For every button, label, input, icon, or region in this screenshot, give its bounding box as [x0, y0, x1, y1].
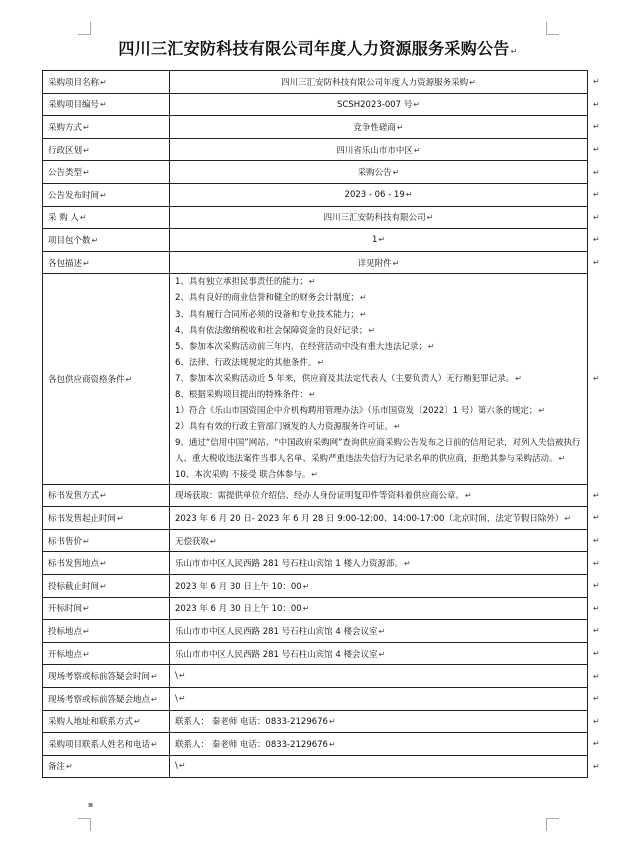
field-value — [170, 93, 588, 116]
field-value-text: 无偿获取 — [175, 536, 210, 547]
paragraph-mark: ↵ — [396, 122, 404, 132]
field-label-text: 备注 — [48, 762, 66, 773]
field-label-text: 现场考察或标前答疑会地点 — [48, 694, 151, 705]
field-label — [43, 116, 170, 139]
requirement-text: 7、参加本次采购活动近 5 年来，供应商及其法定代表人（主要负责人）无行贿犯罪记录。 — [175, 373, 515, 384]
paragraph-mark: ↵ — [328, 717, 336, 727]
field-value-text: 四川省乐山市市中区 — [336, 145, 413, 156]
field-label-text: 开标时间 — [48, 604, 83, 615]
row-end-mark: ↵ — [593, 374, 600, 384]
paragraph-mark: ↵ — [515, 373, 522, 383]
table-row — [43, 71, 607, 94]
field-value — [170, 574, 588, 597]
field-value — [170, 620, 588, 643]
field-label-text: 标书售价 — [48, 536, 83, 547]
field-label-text: 采 购 人 — [48, 213, 79, 224]
paragraph-mark: ↵ — [100, 581, 107, 591]
page-corner-mark — [78, 22, 91, 35]
field-value — [170, 529, 588, 552]
paragraph-mark: ↵ — [413, 100, 420, 110]
paragraph-mark: ↵ — [393, 422, 401, 432]
field-value — [170, 642, 588, 665]
field-label-text: 现场考察或标前答疑会时间 — [48, 672, 151, 683]
table-row — [43, 161, 607, 184]
field-label — [43, 710, 170, 733]
field-label — [43, 183, 170, 206]
paragraph-mark: ↵ — [564, 513, 572, 523]
row-end-mark: ↵ — [593, 513, 600, 523]
field-value — [170, 138, 588, 161]
field-label — [43, 755, 170, 778]
paragraph-mark: ↵ — [100, 77, 107, 87]
field-label — [43, 642, 170, 665]
field-label-text: 采购项目名称 — [48, 77, 100, 88]
paragraph-mark: ↵ — [83, 536, 90, 546]
field-label — [43, 574, 170, 597]
field-value — [170, 710, 588, 733]
row-end-mark: ↵ — [593, 671, 600, 681]
table-row — [43, 665, 607, 688]
field-value — [170, 552, 588, 575]
field-value-text: 详见附件 — [357, 258, 392, 269]
field-label — [43, 507, 170, 530]
field-label-text: 标书发售起止时间 — [48, 513, 117, 524]
field-label-text: 投标截止时间 — [48, 581, 100, 592]
paragraph-mark: ↵ — [83, 626, 90, 636]
title-text: 四川三汇安防科技有限公司年度人力资源服务采购公告 — [118, 39, 510, 58]
requirement-item — [175, 355, 582, 371]
paragraph-mark: ↵ — [83, 604, 90, 614]
row-end-mark: ↵ — [593, 536, 600, 546]
table-row — [43, 484, 607, 507]
field-value — [170, 229, 588, 252]
row-end-mark: ↵ — [593, 603, 600, 613]
field-label — [43, 138, 170, 161]
field-value-text: 联系人： 秦老师 电话：0833-2129676 — [175, 717, 328, 728]
field-label-text: 采购方式 — [48, 122, 83, 133]
table-row — [43, 229, 607, 252]
requirement-text: 4、具有依法缴纳税收和社会保障资金的良好记录； — [175, 325, 368, 336]
field-label — [43, 529, 170, 552]
field-label — [43, 552, 170, 575]
requirement-item — [175, 339, 582, 355]
paragraph-mark: ↵ — [100, 559, 107, 569]
field-value — [170, 71, 588, 94]
paragraph-mark: ↵ — [426, 213, 434, 223]
requirements-row — [43, 274, 607, 484]
field-value-text: 2023 年 6 月 30 日上午 10：00 — [175, 604, 302, 615]
paragraph-mark: ↵ — [538, 406, 546, 416]
requirement-text: 5、参加本次采购活动前三年内，在经营活动中没有重大违法记录； — [175, 341, 427, 352]
row-end-mark: ↵ — [593, 649, 600, 659]
field-value — [170, 251, 588, 274]
paragraph-mark: ↵ — [151, 672, 158, 682]
paragraph-mark: ↵ — [311, 470, 318, 480]
field-label-text: 采购项目编号 — [48, 100, 100, 111]
field-value — [170, 755, 588, 778]
paragraph-mark: ↵ — [117, 513, 124, 523]
paragraph-mark: ↵ — [100, 491, 107, 501]
requirement-text: 2、具有良好的商业信誉和健全的财务会计制度； — [175, 293, 359, 304]
paragraph-mark: ↵ — [308, 277, 316, 287]
table-row — [43, 755, 607, 778]
paragraph-mark: ↵ — [378, 234, 386, 244]
paragraph-mark: ↵ — [125, 374, 133, 384]
requirement-item — [175, 274, 582, 290]
requirement-text: 3、具有履行合同所必须的设备和专业技术能力； — [175, 309, 359, 320]
paragraph-mark: ↵ — [469, 77, 476, 87]
field-label-text: 公告类型 — [48, 168, 83, 179]
table-row — [43, 93, 607, 116]
row-end-mark: ↵ — [593, 694, 600, 704]
requirement-item — [175, 387, 582, 403]
paragraph-mark: ▪ — [88, 800, 94, 809]
requirement-item — [175, 435, 582, 467]
field-value — [170, 206, 588, 229]
paragraph-mark: ↵ — [151, 694, 158, 704]
field-label-text: 公告发布时间 — [48, 190, 100, 201]
field-value-text: 2023 年 6 月 20 日- 2023 年 6 月 28 日 9:00-12:00、14:00-17:00（北京时间，法定节假日除外） — [175, 513, 564, 524]
field-label — [43, 733, 170, 756]
paragraph-mark: ↵ — [83, 145, 90, 155]
table-row — [43, 529, 607, 552]
requirement-text: 2）具有有效的行政主管部门颁发的人力资源服务许可证。 — [175, 422, 393, 433]
field-value — [170, 484, 588, 507]
field-label — [43, 206, 170, 229]
table-row — [43, 507, 607, 530]
field-value — [170, 161, 588, 184]
row-end-mark: ↵ — [593, 558, 600, 568]
paragraph-mark: ↵ — [178, 761, 186, 771]
requirement-text: 6、法律、行政法规规定的其他条件。 — [175, 357, 317, 368]
field-value-text: 竞争性磋商 — [353, 122, 396, 133]
field-label — [43, 687, 170, 710]
field-label-text: 各包供应商资格条件 — [48, 374, 125, 385]
paragraph-mark: ↵ — [83, 122, 90, 132]
table-row — [43, 642, 607, 665]
paragraph-mark: ↵ — [359, 293, 367, 303]
paragraph-mark: ↵ — [100, 190, 107, 200]
row-end-mark: ↵ — [593, 258, 600, 268]
table-row — [43, 620, 607, 643]
field-label-text: 各包描述 — [48, 258, 83, 269]
paragraph-mark: ↵ — [403, 559, 411, 569]
table-row — [43, 206, 607, 229]
paragraph-mark: ↵ — [83, 258, 90, 268]
requirement-text: 1）符合《乐山市国资国企中介机构聘用管理办法》（乐市国资发〔2022〕1 号）第六条的规定； — [175, 406, 538, 417]
field-value-text: SCSH2023-007 号 — [337, 100, 413, 111]
paragraph-mark: ↵ — [79, 213, 87, 223]
paragraph-mark: ↵ — [302, 604, 310, 614]
table-row — [43, 552, 607, 575]
field-value — [170, 687, 588, 710]
document-title — [0, 36, 636, 59]
row-end-mark: ↵ — [593, 99, 600, 109]
table-row — [43, 687, 607, 710]
paragraph-mark: ↵ — [378, 626, 386, 636]
paragraph-mark: ↵ — [392, 168, 400, 178]
field-value-text: \ — [175, 761, 178, 772]
requirement-item — [175, 419, 582, 435]
paragraph-mark: ↵ — [427, 341, 435, 351]
page-corner-mark — [546, 22, 559, 35]
field-value-text: \ — [175, 671, 178, 682]
field-label-text: 项目包个数 — [48, 235, 91, 246]
requirement-item — [175, 323, 582, 339]
field-value — [170, 597, 588, 620]
field-value-text: 联系人： 秦老师 电话：0833-2129676 — [175, 739, 328, 750]
table-row — [43, 183, 607, 206]
field-label-text: 行政区划 — [48, 145, 83, 156]
row-end-mark: ↵ — [593, 77, 600, 87]
requirement-item — [175, 290, 582, 306]
field-value-text: 四川三汇安防科技有限公司 — [323, 213, 426, 224]
paragraph-mark: ↵ — [558, 454, 566, 464]
paragraph-mark: ↵ — [405, 189, 413, 199]
requirement-item — [175, 467, 582, 483]
field-value-text: 乐山市市中区人民西路 281 号石柱山宾馆 4 楼会议室 — [175, 626, 378, 637]
paragraph-mark: ↵ — [359, 309, 367, 319]
field-label-text: 采购项目联系人姓名和电话 — [48, 739, 151, 750]
field-label — [43, 229, 170, 252]
field-value-text: 2023 年 6 月 30 日上午 10：00 — [175, 581, 302, 592]
field-value-text: 乐山市市中区人民西路 281 号石柱山宾馆 1 楼人力资源部。 — [175, 559, 403, 570]
field-value-text: 采购公告 — [357, 168, 392, 179]
paragraph-mark: ↵ — [151, 739, 158, 749]
field-label-text: 标书发售地点 — [48, 559, 100, 570]
field-value-text: \ — [175, 693, 178, 704]
field-label — [43, 597, 170, 620]
paragraph-mark: ↵ — [510, 47, 518, 56]
requirement-item — [175, 371, 582, 387]
paragraph-mark: ↵ — [210, 536, 217, 546]
table-row — [43, 597, 607, 620]
field-label — [43, 161, 170, 184]
field-value-text: 2023 - 06 - 19 — [344, 189, 405, 200]
field-value-text: 乐山市市中区人民西路 281 号石柱山宾馆 4 楼会议室 — [175, 649, 378, 660]
paragraph-mark: ↵ — [91, 235, 99, 245]
paragraph-mark: ↵ — [328, 739, 336, 749]
requirement-item — [175, 403, 582, 419]
requirement-text: 10、本次采购 不接受 联合体参与。 — [175, 470, 311, 481]
field-value — [170, 665, 588, 688]
field-label-text: 采购人地址和联系方式 — [48, 717, 134, 728]
field-label-text: 投标地点 — [48, 626, 83, 637]
table-row — [43, 574, 607, 597]
paragraph-mark: ↵ — [178, 693, 186, 703]
field-label — [43, 93, 170, 116]
paragraph-mark: ↵ — [465, 491, 472, 501]
field-label-text: 标书发售方式 — [48, 491, 100, 502]
field-value-text: 四川三汇安防科技有限公司年度人力资源服务采购 — [281, 77, 469, 88]
field-value — [170, 183, 588, 206]
field-label — [43, 71, 170, 94]
table-row — [43, 251, 607, 274]
paragraph-mark: ↵ — [178, 671, 186, 681]
field-value — [170, 507, 588, 530]
row-end-mark: ↵ — [593, 626, 600, 636]
field-label — [43, 251, 170, 274]
requirements-list — [170, 274, 588, 484]
paragraph-mark: ↵ — [100, 100, 107, 110]
field-label — [43, 274, 170, 484]
table-row — [43, 733, 607, 756]
paragraph-mark: ↵ — [317, 357, 325, 367]
row-end-mark: ↵ — [593, 122, 600, 132]
paragraph-mark: ↵ — [83, 649, 90, 659]
paragraph-mark: ↵ — [378, 649, 386, 659]
field-label — [43, 484, 170, 507]
page-corner-mark — [546, 818, 559, 831]
table-row — [43, 710, 607, 733]
paragraph-mark: ↵ — [83, 168, 90, 178]
field-value-text: 现场获取：需提供单位介绍信、经办人身份证明复印件等资料着供应商公章。 — [175, 491, 465, 502]
paragraph-mark: ↵ — [134, 717, 141, 727]
field-label — [43, 620, 170, 643]
requirement-item — [175, 307, 582, 323]
row-end-mark: ↵ — [593, 145, 600, 155]
row-end-mark: ↵ — [593, 490, 600, 500]
row-end-mark: ↵ — [593, 739, 600, 749]
paragraph-mark: ↵ — [413, 145, 421, 155]
procurement-info-table — [42, 70, 607, 778]
requirement-text: 1、具有独立承担民事责任的能力； — [175, 277, 308, 288]
row-end-mark: ↵ — [593, 716, 600, 726]
field-value — [170, 116, 588, 139]
row-end-mark: ↵ — [593, 581, 600, 591]
field-label — [43, 665, 170, 688]
row-end-mark: ↵ — [593, 212, 600, 222]
row-end-mark: ↵ — [593, 761, 600, 771]
row-end-mark: ↵ — [593, 167, 600, 177]
paragraph-mark: ↵ — [302, 581, 310, 591]
paragraph-mark: ↵ — [392, 258, 400, 268]
paragraph-mark: ↵ — [66, 762, 73, 772]
paragraph-mark: ↵ — [308, 390, 316, 399]
requirement-text: 9、通过“信用中国”网站、“中国政府采购网”查询供应商采购公告发布之日前的信用记录，对列入失信被执行人、重大税收违法案件当事人名单、采购严重违法失信行为记录名单的供应商，拒绝其参与采购活动。 — [175, 438, 581, 465]
requirement-text: 8、根据采购项目提出的特殊条件： — [175, 390, 308, 400]
table-row — [43, 138, 607, 161]
row-end-mark: ↵ — [593, 190, 600, 200]
page-corner-mark — [78, 818, 91, 831]
field-value — [170, 733, 588, 756]
table-row — [43, 116, 607, 139]
paragraph-mark: ↵ — [368, 325, 376, 335]
field-value-text: 1 — [371, 234, 378, 245]
field-label-text: 开标地点 — [48, 649, 83, 660]
row-end-mark: ↵ — [593, 235, 600, 245]
